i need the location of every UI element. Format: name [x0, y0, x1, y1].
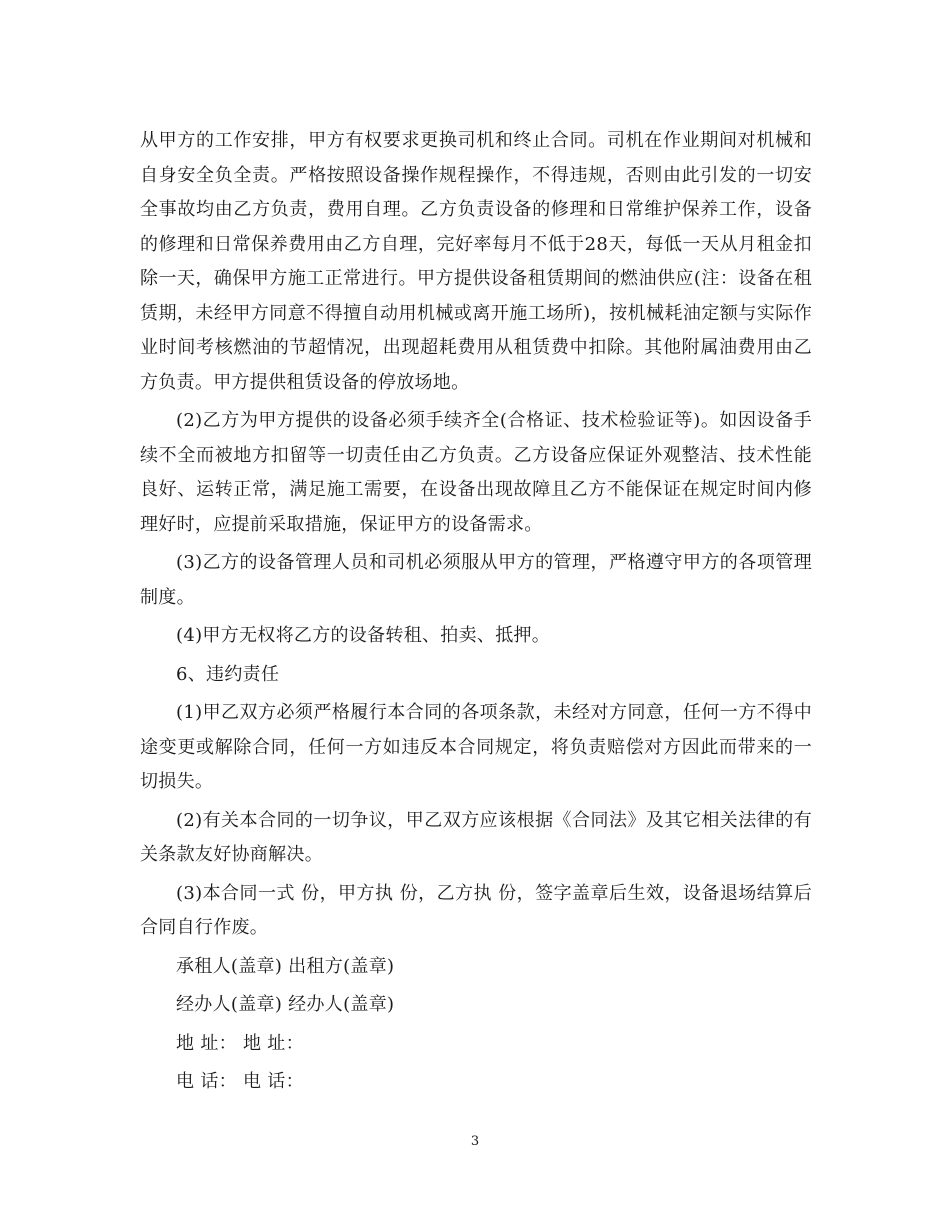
paragraph-clause-2: (2)乙方为甲方提供的设备必须手续齐全(合格证、技术检验证等)。如因设备手续不全而被地方扣留等一切责任由乙方负责。乙方设备应保证外观整洁、技术性能良好、运转正常，满足施工需要，在设备出现故障且乙方不能保证在规定时间内修理好时，应提前采取措施，保证甲方的设备需求。	[140, 410, 812, 535]
signature-line-seal: 承租人(盖章) 出租方(盖章)	[176, 955, 395, 977]
section-heading-breach-liability: 6、违约责任	[176, 663, 280, 685]
paragraph-clause-3: (3)乙方的设备管理人员和司机必须服从甲方的管理，严格遵守甲方的各项管理制度。	[140, 552, 812, 608]
signature-line-address: 地 址： 地 址：	[176, 1032, 304, 1054]
paragraph-clause-4: (4)甲方无权将乙方的设备转租、拍卖、抵押。	[176, 625, 551, 646]
page-number: 3	[470, 1134, 480, 1149]
paragraph-breach-3: (3)本合同一式 份，甲方执 份，乙方执 份，签字盖章后生效，设备退场结算后合同自行作废。	[140, 882, 812, 938]
paragraph-breach-2: (2)有关本合同的一切争议，甲乙双方应该根据《合同法》及其它相关法律的有关条款友好协商解决。	[140, 809, 812, 865]
paragraph-continuation: 从甲方的工作安排，甲方有权要求更换司机和终止合同。司机在作业期间对机械和自身安全负全责。严格按照设备操作规程操作，不得违规，否则由此引发的一切安全事故均由乙方负责，费用自理。乙方负责设备的修理和日常维护保养工作，设备的修理和日常保养费用由乙方自理，完好率每月不低于28天，每低一天从月租金扣除一天，确保甲方施工正常进行。甲方提供设备租赁期间的燃油供应(注：设备在租赁期，未经甲方同意不得擅自动用机械或离开施工场所)，按机械耗油定额与实际作业时间考核燃油的节超情况，出现超耗费用从租赁费中扣除。其他附属油费用由乙方负责。甲方提供租赁设备的停放场地。	[140, 130, 812, 393]
paragraph-breach-1: (1)甲乙双方必须严格履行本合同的各项条款，未经对方同意，任何一方不得中途变更或解除合同，任何一方如违反本合同规定，将负责赔偿对方因此而带来的一切损失。	[140, 702, 812, 792]
document-body	[140, 124, 812, 1100]
signature-line-phone: 电 话： 电 话：	[176, 1071, 304, 1092]
signature-line-agent: 经办人(盖章) 经办人(盖章)	[176, 994, 395, 1015]
